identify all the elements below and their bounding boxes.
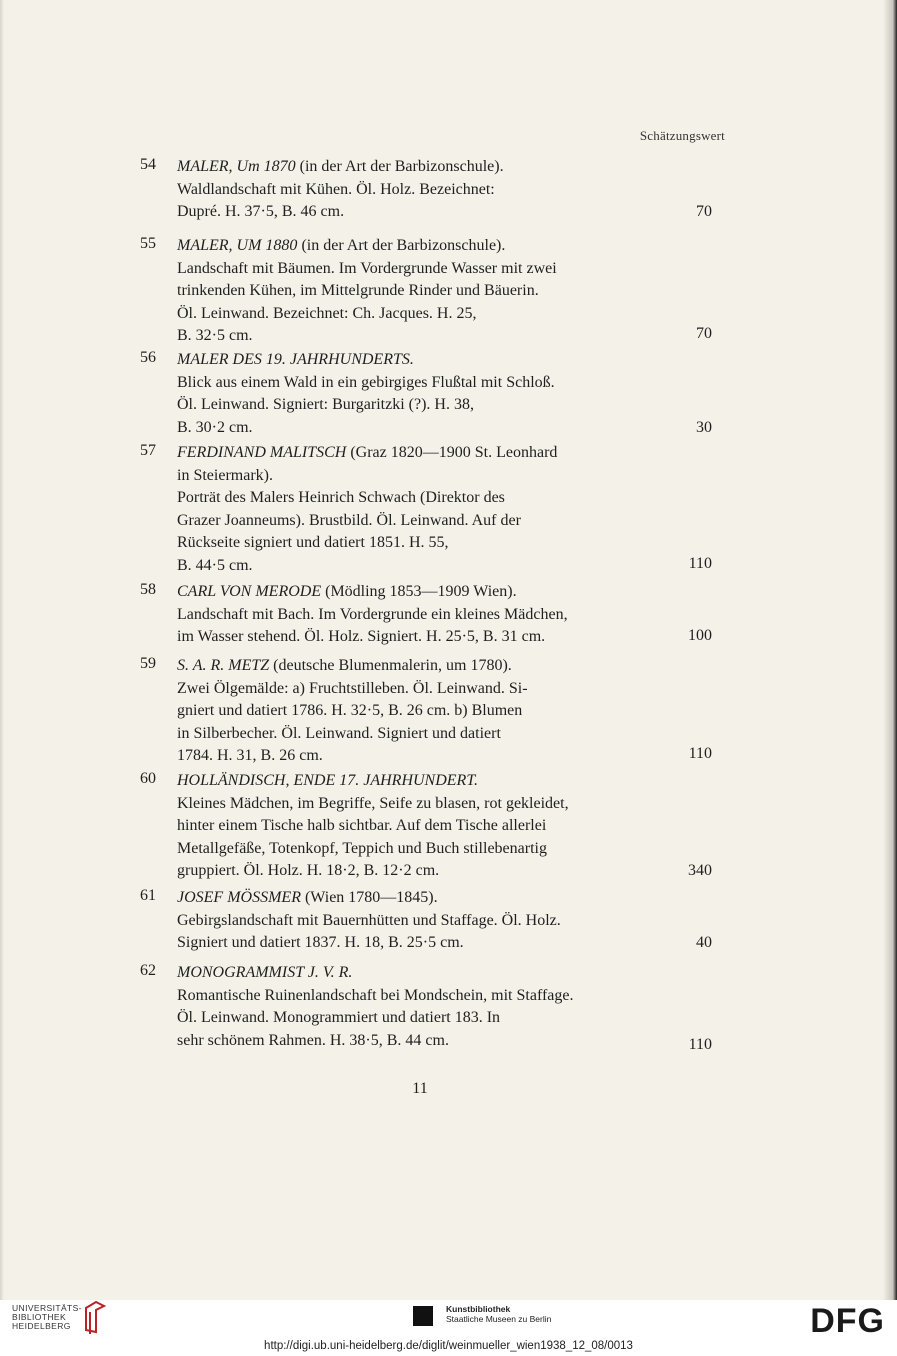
entry-line: Dupré. H. 37·5, B. 46 cm. [177,203,345,220]
entry-number: 60 [140,770,156,787]
kunstbibliothek-name: Kunstbibliothek [446,1304,511,1314]
entry-title: S. A. R. METZ [177,657,270,674]
entry-line: Öl. Leinwand. Signiert: Burgaritzki (?). H. 38, [177,396,474,413]
entry-line: Romantische Ruinenlandschaft bei Mondschein, mit Staffage. [177,986,574,1004]
entry-line: Landschaft mit Bach. Im Vordergrunde ein kleines Mädchen, [177,605,568,623]
kunstbibliothek-label [446,1304,551,1324]
entry-title: MALER, UM 1880 [177,237,298,254]
dfg-logo: DFG [810,1302,885,1340]
entry-title-note: (in der Art der Barbizonschule). [295,158,504,175]
entry-text [177,887,659,955]
entry-price: 40 [696,934,712,951]
entry-title: JOSEF MÖSSMER [177,889,301,906]
entry-price: 110 [688,555,712,572]
entry-number: 54 [140,156,156,173]
page-right-edge-shadow [883,0,897,1300]
entry-number: 55 [140,235,156,252]
university-line: UNIVERSITÄTS- [12,1303,82,1313]
entry-title-note: (Wien 1780—1845). [300,889,438,906]
kunstbibliothek-logo-icon [413,1306,433,1326]
entry-line: sehr schönem Rahmen. H. 38·5, B. 44 cm. [177,1031,449,1049]
entry-line: B. 30·2 cm. [177,418,253,436]
entry-price: 70 [696,325,712,342]
kunstbibliothek-subtitle: Staatliche Museen zu Berlin [446,1314,552,1324]
entry-heading [177,235,659,258]
entry-number: 56 [140,349,156,366]
entry-text [177,235,659,348]
entry-price: 110 [688,1036,712,1053]
column-header: Schätzungswert [639,128,725,143]
entry-number: 61 [140,887,156,904]
entry-line: Blick aus einem Wald in ein gebirgiges Flußtal mit Schloß. [177,373,555,391]
entry-heading [177,655,659,678]
entry-line: in Silberbecher. Öl. Leinwand. Signiert und datiert [177,724,501,742]
entry-line: B. 44·5 cm. [177,556,253,574]
page-left-edge [0,0,4,1300]
entry-heading [177,349,659,372]
entry-line: Waldlandschaft mit Kühen. Öl. Holz. Bezeichnet: [177,180,495,198]
entry-text [177,581,659,649]
entry-price: 30 [696,419,712,436]
entry-line: Rückseite signiert und datiert 1851. H. 55, [177,534,449,551]
entry-price: 100 [688,627,712,644]
entry-line: in Steiermark). [177,466,273,484]
entry-text [177,962,659,1052]
entry-title: FERDINAND MALITSCH [177,444,347,461]
entry-text [177,156,659,224]
entry-line: gniert und datiert 1786. H. 32·5, B. 26 cm. b) Blumen [177,702,523,719]
entry-text [177,349,659,439]
entry-text [177,655,659,768]
entry-line: gruppiert. Öl. Holz. H. 18·2, B. 12·2 cm. [177,862,440,879]
entry-title: MALER DES 19. JAHRHUNDERTS. [177,351,414,368]
page-url[interactable]: http://digi.ub.uni-heidelberg.de/diglit/weinmueller_wien1938_12_08/0013 [264,1340,633,1352]
entry-line: B. 32·5 cm. [177,327,253,344]
entry-title-note: (deutsche Blumenmalerin, um 1780). [269,657,512,674]
entry-title: MONOGRAMMIST J. V. R. [177,964,353,981]
entry-text [177,770,659,883]
entry-heading [177,887,659,910]
entry-line: trinkenden Kühen, im Mittelgrunde Rinder und Bäuerin. [177,282,539,299]
viewer-footer [0,1300,897,1356]
entry-title-note: (in der Art der Barbizonschule). [297,237,506,254]
entry-line: Zwei Ölgemälde: a) Fruchtstilleben. Öl. Leinwand. Si- [177,679,528,697]
entry-title-note: (Mödling 1853—1909 Wien). [321,583,517,600]
entry-price: 110 [688,745,712,762]
entry-number: 57 [140,442,156,459]
entry-line: Gebirgslandschaft mit Bauernhütten und Staffage. Öl. Holz. [177,911,561,929]
page-number: 11 [412,1080,428,1097]
entry-line: Grazer Joanneums). Brustbild. Öl. Leinwand. Auf der [177,511,521,529]
entry-title-note: (Graz 1820—1900 St. Leonhard [346,444,558,461]
entry-heading [177,442,659,465]
entry-title: CARL VON MERODE [177,583,322,600]
entry-line: Metallgefäße, Totenkopf, Teppich und Buch stillebenartig [177,839,547,857]
entry-line: Öl. Leinwand. Monogrammiert und datiert 183. In [177,1009,501,1026]
entry-price: 340 [688,862,712,879]
entry-text [177,442,659,577]
entry-line: im Wasser stehend. Öl. Holz. Signiert. H. 25·5, B. 31 cm. [177,628,546,645]
entry-line: Signiert und datiert 1837. H. 18, B. 25·5 cm. [177,934,464,951]
entry-heading [177,581,659,604]
entry-title: MALER, Um 1870 [177,158,296,175]
entry-title: HOLLÄNDISCH, ENDE 17. JAHRHUNDERT. [177,772,479,789]
entry-number: 58 [140,581,156,598]
heidelberg-logo-icon [82,1300,108,1336]
entry-price: 70 [696,203,712,220]
entry-line: Porträt des Malers Heinrich Schwach (Direktor des [177,489,505,506]
entry-line: Öl. Leinwand. Bezeichnet: Ch. Jacques. H. 25, [177,304,477,322]
entry-heading [177,156,659,179]
entry-line: 1784. H. 31, B. 26 cm. [177,747,323,764]
entry-line: Kleines Mädchen, im Begriffe, Seife zu blasen, rot gekleidet, [177,794,569,812]
university-line: HEIDELBERG [12,1321,71,1331]
university-line: BIBLIOTHEK [12,1312,67,1322]
entry-line: Landschaft mit Bäumen. Im Vordergrunde Wasser mit zwei [177,259,557,277]
entry-heading [177,962,659,985]
entry-number: 59 [140,655,156,672]
entry-line: hinter einem Tische halb sichtbar. Auf dem Tische allerlei [177,817,547,834]
entry-heading [177,770,659,793]
entry-number: 62 [140,962,156,979]
university-library-label [12,1304,82,1331]
